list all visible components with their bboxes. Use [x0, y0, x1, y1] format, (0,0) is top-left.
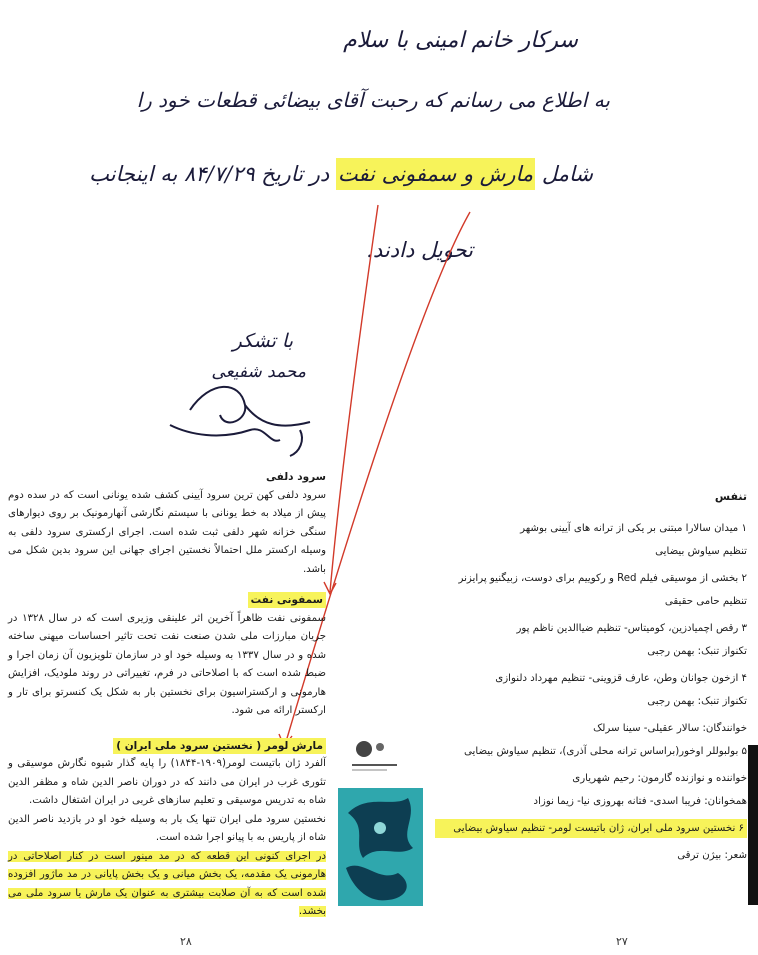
handwritten-line-2: به اطلاع می رسانم که رحبت آقای بیضائی قطعات خود را — [136, 88, 610, 112]
decorative-tile-image — [338, 788, 423, 906]
program-item: شعر: بیژن ترقی — [677, 849, 747, 861]
program-item: تکنواز تنبک: بهمن رجبی — [647, 695, 747, 707]
handwritten-greeting: سرکار خانم امینی با سلام — [343, 28, 578, 53]
delphi-title: سرود دلفی — [266, 471, 326, 483]
program-item: خوانندگان: سالار عقیلی- سینا سرلک — [593, 722, 747, 734]
left-column — [8, 468, 326, 922]
handwritten-line-3-prefix: شامل — [541, 162, 593, 186]
page-number-right: ۲۷ — [616, 935, 628, 948]
handwritten-line-3 — [89, 162, 593, 186]
page-edge-strip — [748, 745, 758, 905]
program-item: ۳ رقص اچمیادزین، کومیتاس- تنظیم ضیاالدین ناظم پور — [516, 622, 747, 634]
handwritten-thanks-name: محمد شفیعی — [211, 362, 306, 382]
program-item: ۵ بولبوللر اوخور(براساس ترانه محلی آذری)، تنظیم سیاوش بیضایی — [464, 745, 747, 757]
program-item: همخوانان: فریبا اسدی- فتانه بهروزی نیا- زیما نوزاد — [533, 795, 747, 807]
logo-image — [342, 735, 402, 775]
handwritten-line-3-suffix: در تاریخ ۸۴/۷/۲۹ به اینجانب — [89, 162, 330, 186]
handwritten-thanks: با تشکر — [232, 330, 293, 352]
program-item: ۲ بخشی از موسیقی فیلم Red و رکوییم برای دوست، زبیگنیو پرایزنر — [458, 572, 747, 584]
arrow-to-naft — [330, 205, 378, 592]
right-column — [435, 488, 747, 873]
program-item: تنظیم سیاوش بیضایی — [655, 545, 747, 557]
program-item: ۴ ازخون جوانان وطن، عارف قزوینی- تنظیم مهرداد دلنوازی — [495, 672, 747, 684]
march-title: مارش لومر ( نخستین سرود ملی ایران ) — [8, 737, 326, 756]
naft-text: سمفونی نفت ظاهراً آخرین اثر علینقی وزیری است که در سال ۱۳۲۸ در جریان مبارزات ملی شدن صنعت نفت تحت تاثیر احساسات میهنی ساخته شده و در سال ۱۳۳۷ به وسیله خود او در سازمان تلویزیون آن زمان اجرا و ضبط شده است که با اصلاحاتی در فرم، تغییراتی در روند ملودیک، افزایش هارمونی و ارکستراسیون برای نخستین بار به شکل یک کنسرتو برای تار و ارکستر ارائه می شود. — [8, 612, 327, 716]
naft-title: سمفونی نفت — [8, 591, 326, 610]
intermission-title: تنفس — [714, 490, 747, 503]
delphi-text: سرود دلفی کهن ترین سرود آیینی کشف شده یونانی است که در سده دوم پیش از میلاد به خط یونانی با سیستم نگارشی آنهارمونیک بر روی دیوارهای سنگی خزانه شهر دلفی ثبت شده است. اجرای ارکستری سرود دلفی به وسیله ارکستر ملل احتمالاً نخستین اجرای جهانی این سرود بدین شکل می باشد. — [8, 489, 326, 575]
march-text-3: در اجرای کنونی این قطعه که در مد مینور است در کنار اصلاحاتی در هارمونی یک مقدمه، یک بخش میانی و یک بخش پایانی در مد ماژور افزوده شده است که به آن صلابت بیشتری به عنوان یک مارش یا سرود ملی می بخشد. — [8, 850, 326, 917]
program-item: ۶ نخستین سرود ملی ایران، ژان باتیست لومر- تنظیم سیاوش بیضایی — [435, 819, 747, 838]
program-item: تکنواز تنبک: بهمن رجبی — [647, 645, 747, 657]
program-item: ۱ میدان سالارا مبتنی بر یکی از ترانه های آیینی بوشهر — [520, 522, 747, 534]
page-number-left: ۲۸ — [180, 935, 192, 948]
emblem-icon — [342, 735, 402, 775]
handwritten-line-4: تحویل دادند. — [366, 238, 473, 262]
handwritten-highlight-march-naft: مارش و سمفونی نفت — [336, 158, 535, 190]
march-text-2: نخستین سرود ملی ایران تنها یک بار به وسیله خود او در بازدید ناصر الدین شاه از پاریس به با پیانو اجرا شده است. — [8, 813, 326, 843]
signature-icon — [150, 370, 330, 460]
program-item: تنظیم حامی حقیقی — [664, 595, 747, 607]
program-item: خواننده و نوازنده گارمون: رحیم شهریاری — [572, 772, 747, 784]
march-text-1: آلفرد ژان باتیست لومر(۱۹۰۹-۱۸۴۴) را پایه گذار شیوه نگارش موسیقی و تئوری غرب در ایران می دانند که در دوران ناصر الدین شاه و مظفر الدین شاه به تدریس موسیقی و تعلیم سازهای غربی در ایران اشتغال داشت. — [8, 758, 326, 806]
program-list — [435, 519, 747, 865]
